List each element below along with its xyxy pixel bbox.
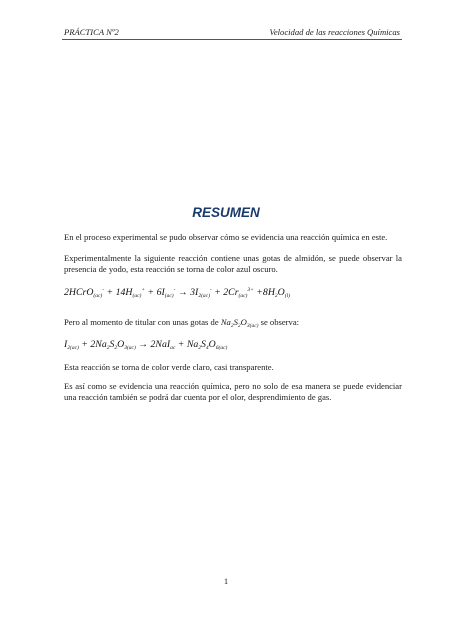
paragraph-titration — [64, 317, 402, 332]
section-title: RESUMEN — [192, 205, 260, 220]
equation-reaction-2: $I_{2(ac)} + 2Na_2S_2O_{3(ac)} \to 2NaI_{ac} + Na_2S_4O_{6(ac)}$ — [64, 339, 228, 351]
paragraph-intro: En el proceso experimental se pudo observar cómo se evidencia una reacción química en este. — [64, 232, 388, 242]
titration-text-after: se observa: — [258, 317, 300, 327]
paragraph-color-change: Esta reacción se torna de color verde claro, casi transparente. — [64, 362, 274, 372]
header-practice-label: PRÁCTICA Nº2 — [64, 27, 119, 37]
header-divider — [62, 39, 402, 40]
paragraph-experiment: Experimentalmente la siguiente reacción contiene unas gotas de almidón, se puede observar la presencia de yodo, esta reacción se torna de color azul oscuro. — [64, 253, 402, 274]
equation-reaction-1: 2HCrO$_{(ac)}$- + $14H_{(ac)}^+ + 6I_{(ac)}^- \to 3I_{2(ac)}^- + 2Cr_{(ac)}^{3+} +8H_2O_{(l)}$ — [64, 287, 290, 299]
titration-text-before: Pero al momento de titular con unas gotas de — [64, 317, 221, 327]
header-topic-label: Velocidad de las reacciones Químicas — [269, 27, 400, 37]
inline-formula-thiosulfate: $Na_2S_2O_{3(ac)}$ — [220, 317, 259, 329]
paragraph-conclusion: Es así como se evidencia una reacción química, pero no solo de esa manera se puede evidenciar una reacción también se podrá dar cuenta por el olor, desprendimiento de gas. — [64, 381, 402, 402]
page-number: 1 — [223, 576, 229, 586]
